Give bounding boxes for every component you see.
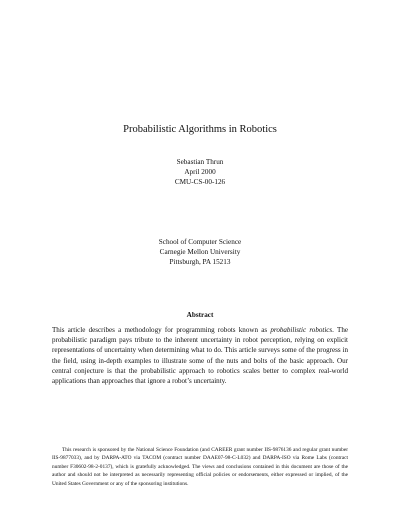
abstract-emphasis: probabilistic robotics	[270, 326, 333, 334]
abstract-text-start: This article describes a methodology for programming robots known as	[52, 326, 271, 334]
abstract-text	[52, 325, 348, 386]
affiliation-city: Pittsburgh, PA 15213	[169, 258, 231, 266]
affiliation-university: Carnegie Mellon University	[159, 248, 241, 256]
author-block	[0, 157, 400, 187]
abstract-heading: Abstract	[186, 311, 214, 319]
report-number: CMU-CS-00-126	[174, 178, 226, 186]
funding-footnote: This research is sponsored by the National Science Foundation (and CAREER grant number IIS-9876136 and regular grant number IIS-9877033), and by DARPA-ATO via TACOM (contract number DAAE07-98-C-L032) and DARPA-ISO via Rome Labs (contract number F30602-98-2-0137), which is gratefully acknowledged. The views and conclusions contained in this document are those of the author and should not be interpreted as necessarily representing official policies or endorsements, either expressed or implied, of the United States Government or any of the sponsoring institutions.	[52, 447, 348, 487]
abstract-text-end: . The probabilistic paradigm pays tribute to the inherent uncertainty in robot perception, relying on explicit representations of uncertainty when determining what to do. This article surveys some of the progress in the field, using in-depth examples to illustrate some of the nuts and bolts of the basic approach. Our central conjecture is that the probabilistic approach to robotics scales better to complex real-world applications than approaches that ignore a robot’s uncertainty.	[52, 326, 349, 386]
affiliation-block	[0, 237, 400, 267]
affiliation-school: School of Computer Science	[158, 238, 242, 246]
publication-date: April 2000	[184, 168, 216, 176]
author-name: Sebastian Thrun	[176, 158, 224, 166]
paper-title: Probabilistic Algorithms in Robotics	[123, 124, 277, 135]
